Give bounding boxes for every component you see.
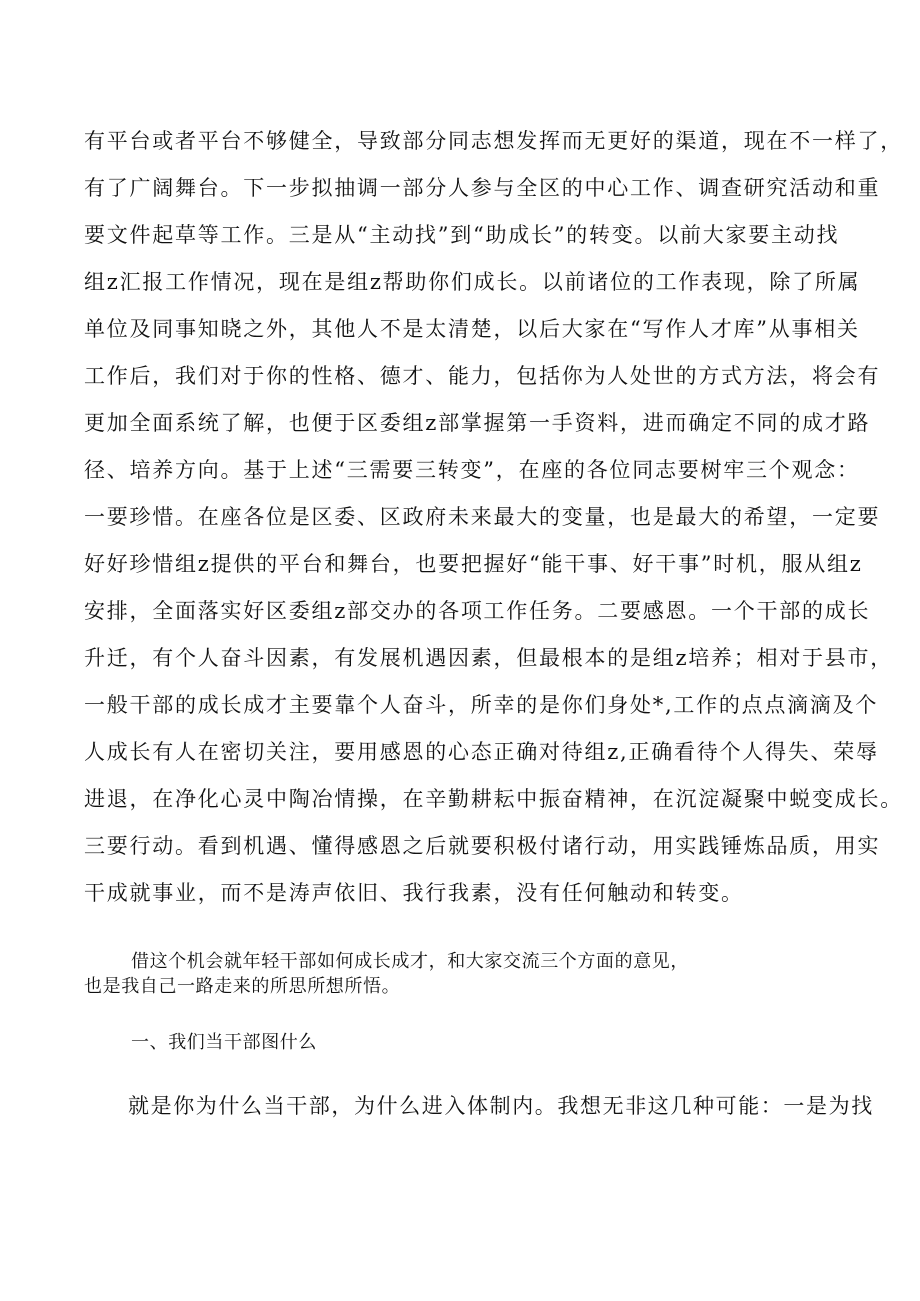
paragraph-1-line-11: 安排，全面落实好区委组z部交办的各项工作任务。二要感恩。一个干部的成长 — [84, 599, 871, 623]
paragraph-1-line-10: 好好珍惜组z提供的平台和舞台，也要把握好“能干事、好干事”时机，服从组z — [84, 552, 863, 576]
section-heading: 一、我们当干部图什么 — [131, 1032, 317, 1053]
paragraph-1-line-1: 有平台或者平台不够健全，导致部分同志想发挥而无更好的渠道，现在不一样了， — [84, 129, 903, 153]
paragraph-1-line-5: 单位及同事知晓之外，其他人不是太清楚，以后大家在“写作人才库”从事相关 — [84, 317, 860, 341]
paragraph-1-line-6: 工作后，我们对于你的性格、德才、能力，包括你为人处世的方式方法，将会有 — [84, 364, 881, 388]
paragraph-1-line-9: 一要珍惜。在座各位是区委、区政府未来最大的变量，也是最大的希望，一定要 — [84, 505, 881, 529]
paragraph-1-line-8: 径、培养方向。基于上述“三需要三转变”，在座的各位同志要树牢三个观念： — [84, 458, 860, 482]
paragraph-1-line-15: 进退，在净化心灵中陶冶情操，在辛勤耕耘中振奋精神，在沉淀凝聚中蜕变成长。 — [84, 787, 903, 811]
paragraph-3-line-1: 就是你为什么当干部，为什么进入体制内。我想无非这几种可能：一是为找 — [128, 1094, 874, 1118]
paragraph-1-line-13: 一般干部的成长成才主要靠个人奋斗，所幸的是你们身处*,工作的点点滴滴及个 — [84, 693, 879, 717]
paragraph-1-line-12: 升迁，有个人奋斗因素，有发展机遇因素，但最根本的是组z培养；相对于县市， — [84, 646, 894, 670]
paragraph-1-line-16: 三要行动。看到机遇、懂得感恩之后就要积极付诸行动，用实践锤炼品质，用实 — [84, 834, 881, 858]
paragraph-1-line-2: 有了广阔舞台。下一步拟抽调一部分人参与全区的中心工作、调查研究活动和重 — [84, 176, 881, 200]
paragraph-1-line-3: 要文件起草等工作。三是从“主动找”到“助成长”的转变。以前大家要主动找 — [84, 223, 840, 247]
paragraph-2-line-1: 借这个机会就年轻干部如何成长成才，和大家交流三个方面的意见， — [131, 951, 689, 972]
paragraph-1-line-17: 干成就事业，而不是涛声依旧、我行我素，没有任何触动和转变。 — [84, 881, 744, 905]
paragraph-1-line-14: 人成长有人在密切关注，要用感恩的心态正确对待组z,正确看待个人得失、荣辱 — [84, 740, 879, 764]
paragraph-2-line-2: 也是我自己一路走来的所思所想所悟。 — [84, 976, 401, 997]
paragraph-1-line-7: 更加全面系统了解，也便于区委组z部掌握第一手资料，进而确定不同的成才路 — [84, 411, 871, 435]
paragraph-1-line-4: 组z汇报工作情况，现在是组z帮助你们成长。以前诸位的工作表现，除了所属 — [84, 270, 861, 294]
